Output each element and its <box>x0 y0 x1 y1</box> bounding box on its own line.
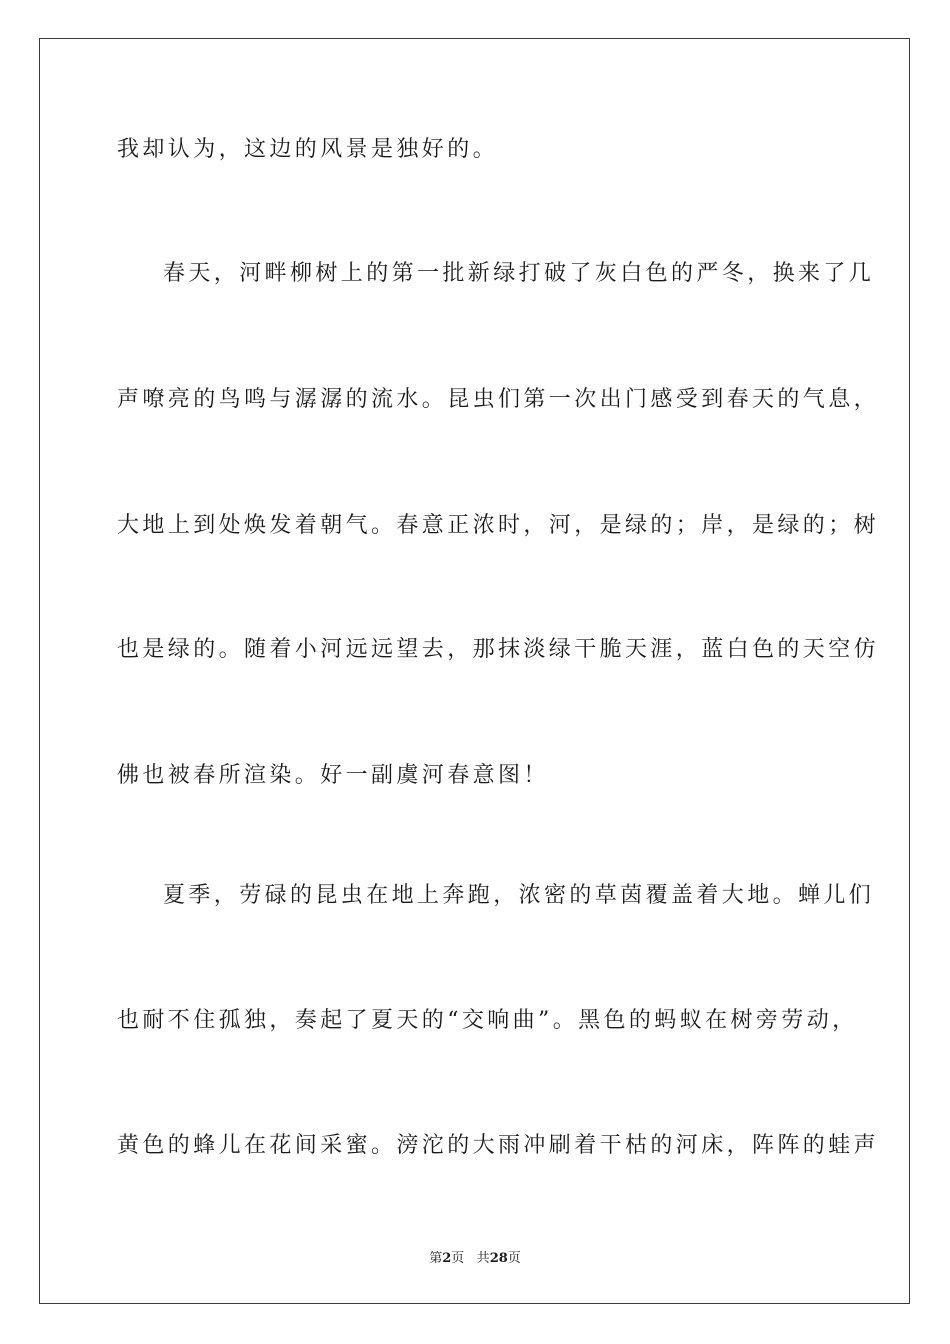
text-line: 春天，河畔柳树上的第一批新绿打破了灰白色的严冬，换来了几 <box>163 261 875 286</box>
text-line: 大地上到处焕发着朝气。春意正浓时，河，是绿的；岸，是绿的；树 <box>117 513 880 538</box>
page-footer <box>0 1247 950 1266</box>
text-line: 也是绿的。随着小河远远望去，那抹淡绿干脆天涯，蓝白色的天空仿 <box>117 637 880 662</box>
total-pages: 28 <box>489 1251 508 1266</box>
text-line: 声嘹亮的鸟鸣与潺潺的流水。昆虫们第一次出门感受到春天的气息， <box>117 387 880 412</box>
total-suffix: 页 <box>507 1251 521 1266</box>
total-prefix: 共 <box>476 1251 490 1266</box>
page-suffix: 页 <box>451 1251 465 1266</box>
text-line: 也耐不住孤独，奏起了夏天的“交响曲”。黑色的蚂蚁在树旁劳动， <box>117 1008 858 1033</box>
text-line: 黄色的蜂儿在花间采蜜。滂沱的大雨冲刷着干枯的河床，阵阵的蛙声 <box>117 1133 880 1158</box>
page-prefix: 第 <box>429 1251 443 1266</box>
page-border <box>39 38 910 1304</box>
text-line: 夏季，劳碌的昆虫在地上奔跑，浓密的草茵覆盖着大地。蝉儿们 <box>163 883 875 908</box>
text-line: 佛也被春所渲染。好一副虞河春意图！ <box>117 763 549 788</box>
text-line: 我却认为，这边的风景是独好的。 <box>117 137 499 162</box>
page-number: 2 <box>442 1251 452 1266</box>
